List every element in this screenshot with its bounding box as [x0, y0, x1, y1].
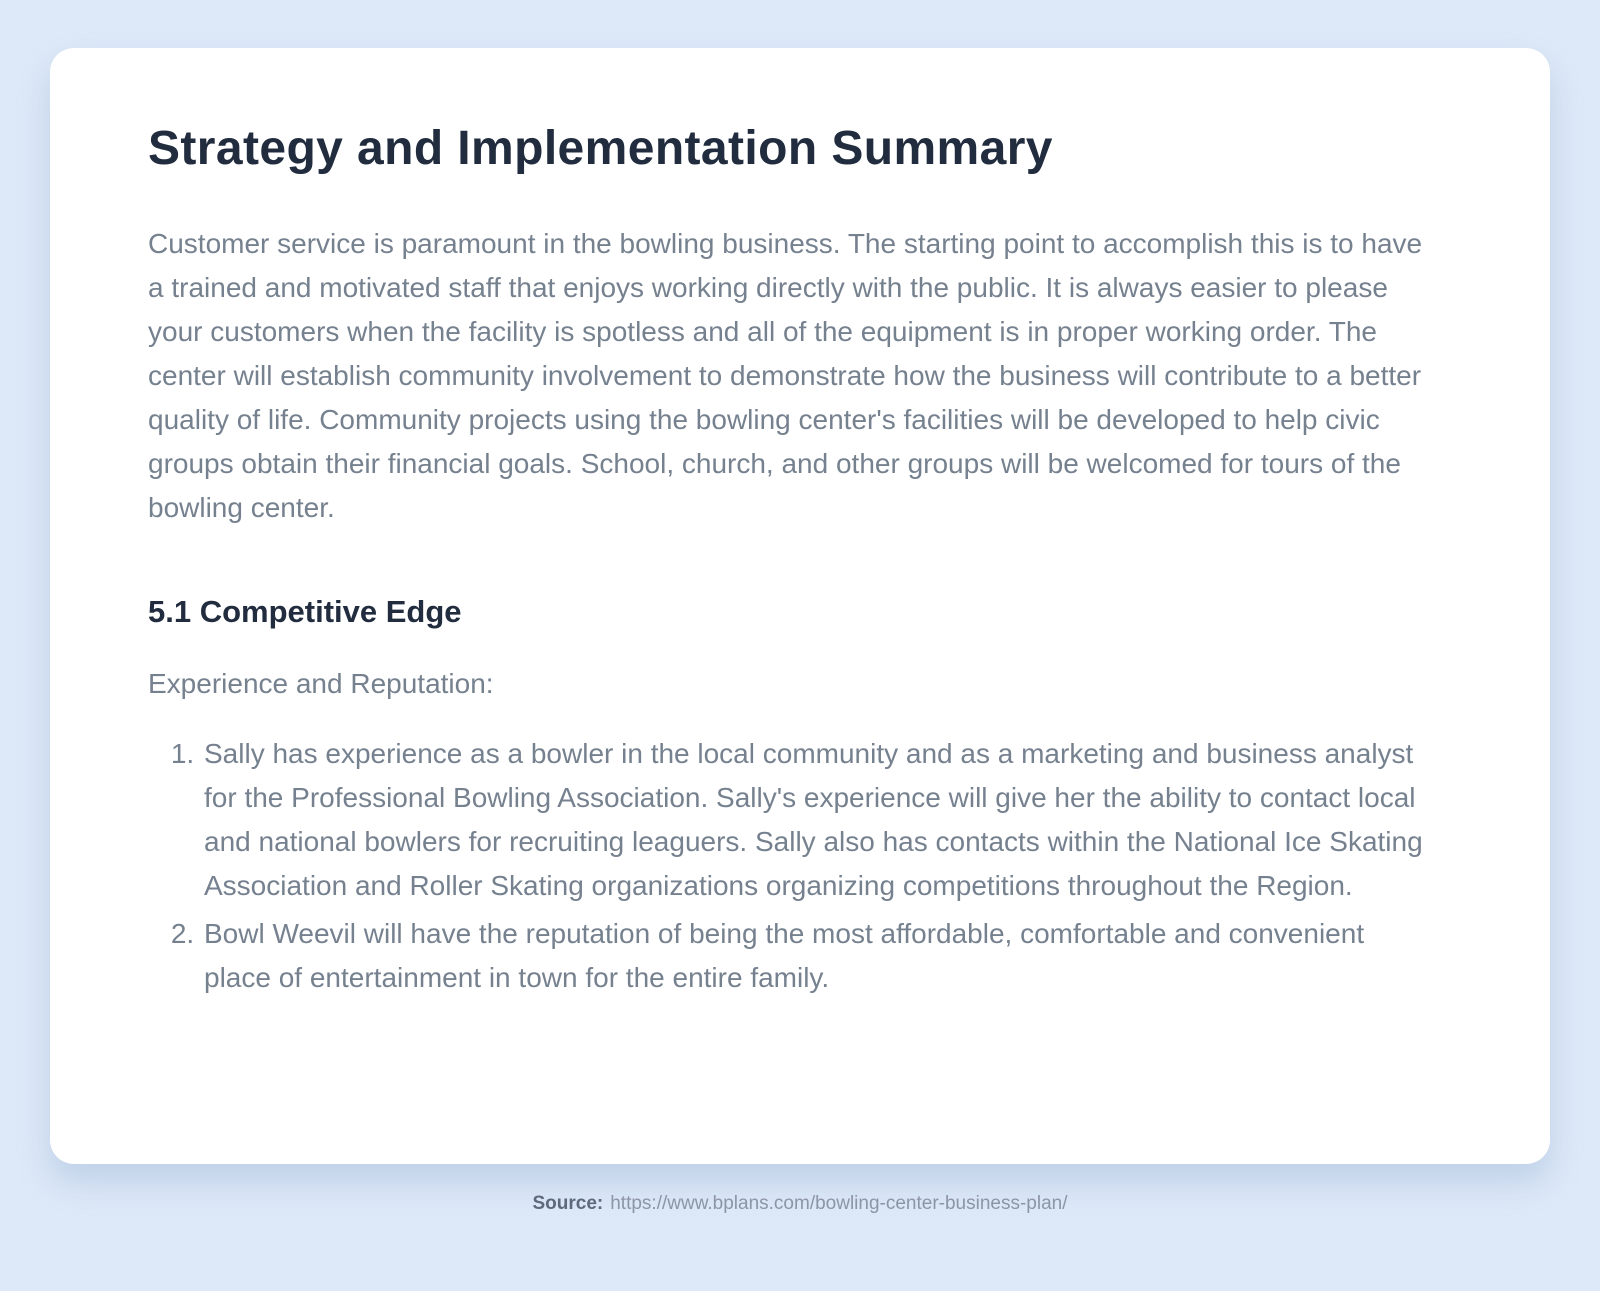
competitive-edge-list — [148, 732, 1438, 1000]
list-item: 1. Sally has experience as a bowler in the local community and as a marketing and business analyst for the Professional Bowling Association. Sally's experience will give her the ability to contact local and national bowlers for recruiting leaguers. Sally also has contacts within the National Ice Skating Association and Roller Skating organizations organizing competitions throughout the Region. — [202, 732, 1438, 908]
section-heading: 5.1 Competitive Edge — [148, 594, 462, 629]
source-citation — [0, 1191, 1600, 1217]
list-item: 2. Bowl Weevil will have the reputation of being the most affordable, comfortable and convenient place of entertainment in town for the entire family. — [202, 912, 1438, 1000]
page-title: Strategy and Implementation Summary — [148, 122, 1053, 175]
section-subheading: Experience and Reputation: — [148, 668, 494, 699]
source-label: Source: — [532, 1193, 604, 1214]
intro-paragraph: Customer service is paramount in the bowling business. The starting point to accomplish this is to have a trained and motivated staff that enjoys working directly with the public. It is always easier to please your customers when the facility is spotless and all of the equipment is in proper working order. The center will establish community involvement to demonstrate how the business will contribute to a better quality of life. Community projects using the bowling center's facilities will be developed to help civic groups obtain their financial goals. School, church, and other groups will be welcomed for tours of the bowling center. — [148, 228, 1423, 523]
document-card — [50, 48, 1550, 1164]
source-url: https://www.bplans.com/bowling-center-business-plan/ — [610, 1193, 1068, 1214]
